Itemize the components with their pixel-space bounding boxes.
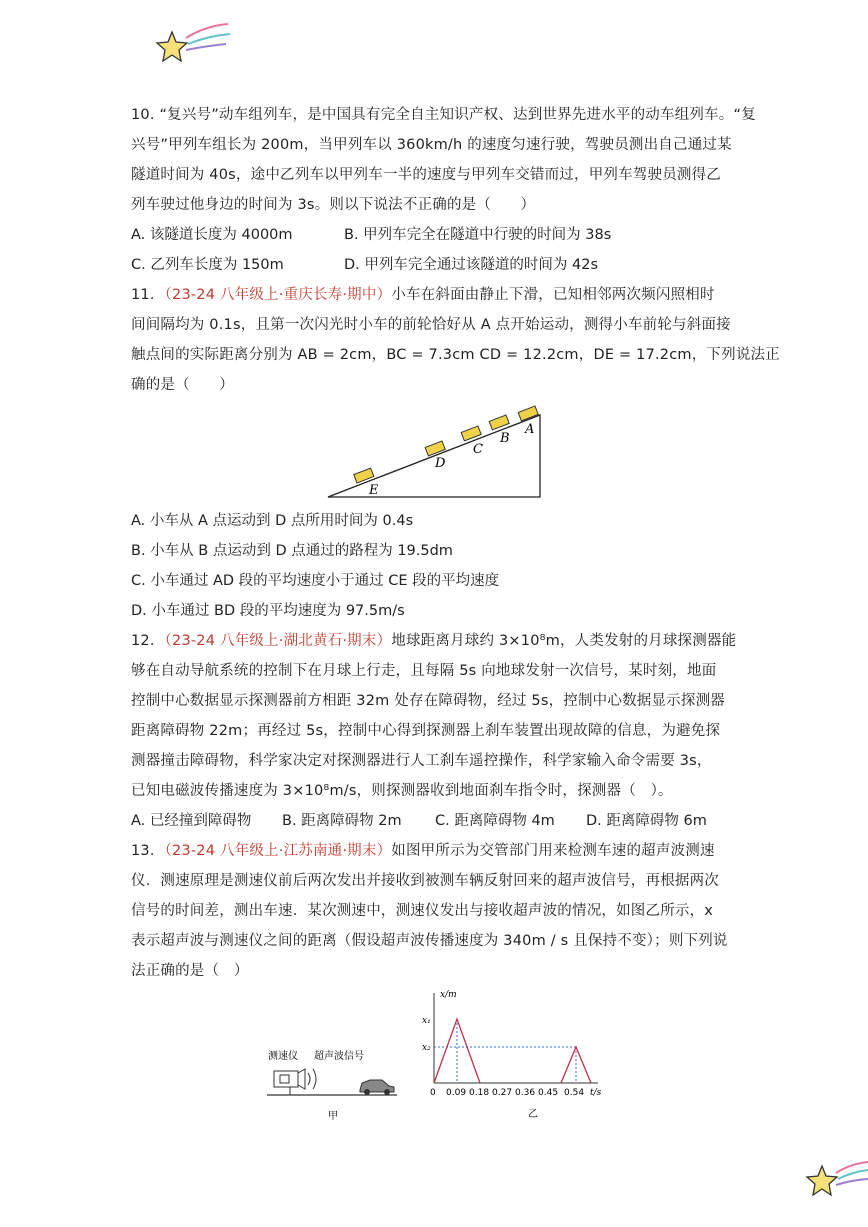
point-label-a: A	[525, 422, 535, 437]
y-label-x1: x₁	[422, 1016, 431, 1026]
q11-option-d[interactable]: D. 小车通过 BD 段的平均速度为 97.5m/s	[131, 603, 405, 619]
y-label-x2: x₂	[422, 1043, 431, 1053]
q10-line-4: 列车驶过他身边的时间为 3s。则以下说法不正确的是（ ）	[131, 197, 536, 213]
q10-line-2: 兴号”甲列车组长为 200m，当甲列车以 360km/h 的速度匀速行驶，驾驶员测出自己通过某	[131, 137, 732, 153]
q13-line-4: 表示超声波与测速仪之间的距离（假设超声波传播速度为 340m / s 且保持不变）；则下列说	[131, 933, 728, 949]
q12-line-1	[131, 631, 736, 651]
figure-yi-chart	[418, 985, 608, 1120]
point-label-b: B	[500, 431, 510, 446]
device-label: 测速仪	[268, 1051, 298, 1062]
q12-option-d[interactable]: D. 距离障碍物 6m	[586, 813, 707, 829]
q12-option-c[interactable]: C. 距离障碍物 4m	[435, 813, 555, 829]
q11-option-a[interactable]: A. 小车从 A 点运动到 D 点所用时间为 0.4s	[131, 513, 414, 529]
q13-line-3: 信号的时间差，测出车速．某次测速中，测速仪发出与接收超声波的情况，如图乙所示，x	[131, 903, 714, 919]
q11-slope-figure	[325, 400, 550, 502]
figure-jia	[262, 1045, 402, 1120]
q11-line-3: 触点间的实际距离分别为 AB = 2cm，BC = 7.3cm CD = 12.2cm，DE = 17.2cm，下列说法正	[131, 347, 780, 363]
cart-d	[425, 441, 445, 456]
cart-a	[518, 406, 538, 421]
q11-option-b[interactable]: B. 小车从 B 点运动到 D 点通过的路程为 19.5dm	[131, 543, 453, 559]
q13-text-1: 如图甲所示为交管部门用来检测车速的超声波测速	[391, 843, 715, 859]
tick-0-36: 0.36	[515, 1088, 536, 1098]
q12-option-b[interactable]: B. 距离障碍物 2m	[282, 813, 402, 829]
x-axis-label: t/s	[590, 1088, 602, 1098]
q11-line-4: 确的是（ ）	[131, 377, 234, 393]
q11-source: （23-24 八年级上·重庆长寿·期中）	[164, 287, 392, 303]
tick-0-45: 0.45	[538, 1088, 559, 1098]
signal-label: 超声波信号	[314, 1051, 364, 1062]
q13-source: （23-24 八年级上·江苏南通·期末）	[164, 843, 392, 859]
shooting-star-icon-bottom	[802, 1158, 868, 1204]
q13-line-1	[131, 841, 715, 861]
tick-0-27: 0.27	[492, 1088, 513, 1098]
q12-number: 12．	[131, 633, 165, 649]
q12-line-2: 够在自动导航系统的控制下在月球上行走，且每隔 5s 向地球发射一次信号，某时刻，地面	[131, 663, 717, 679]
point-label-c: C	[473, 442, 483, 457]
q10-line-1: 10. “复兴号”动车组列车，是中国具有完全自主知识产权、达到世界先进水平的动车组列车。“复	[131, 107, 756, 123]
point-label-d: D	[435, 456, 446, 471]
q10-option-a[interactable]: A. 该隧道长度为 4000m	[131, 227, 293, 243]
q12-source: （23-24 八年级上·湖北黄石·期末）	[164, 633, 392, 649]
q12-line-6: 已知电磁波传播速度为 3×10⁸m/s，则探测器收到地面刹车指令时，探测器（ ）。	[131, 783, 673, 799]
q11-line-2: 间间隔均为 0.1s，且第一次闪光时小车的前轮恰好从 A 点开始运动，测得小车前轮与斜面接	[131, 317, 731, 333]
tick-0-18: 0.18	[469, 1088, 490, 1098]
q10-option-b[interactable]: B. 甲列车完全在隧道中行驶的时间为 38s	[344, 227, 612, 243]
q13-line-2: 仪．测速原理是测速仪前后两次发出并接收到被测车辆反射回来的超声波信号，再根据两次	[131, 873, 719, 889]
point-label-e: E	[369, 483, 379, 498]
origin-label: 0	[430, 1088, 436, 1098]
q11-number: 11．	[131, 287, 165, 303]
q12-line-5: 测器撞击障碍物，科学家决定对探测器进行人工刹车遥控操作，科学家输入命令需要 3s，	[131, 753, 712, 769]
q10-line-3: 隧道时间为 40s，途中乙列车以甲列车一半的速度与甲列车交错而过，甲列车驾驶员测得乙	[131, 167, 722, 183]
shooting-star-icon	[150, 18, 232, 66]
q10-option-d[interactable]: D. 甲列车完全通过该隧道的时间为 42s	[344, 257, 598, 273]
q13-line-5: 法正确的是（ ）	[131, 963, 249, 979]
q12-text-1: 地球距离月球约 3×10⁸m，人类发射的月球探测器能	[391, 633, 737, 649]
tick-0-09: 0.09	[446, 1088, 467, 1098]
q12-line-3: 控制中心数据显示探测器前方相距 32m 处存在障碍物，经过 5s，控制中心数据显示探测器	[131, 693, 725, 709]
q12-option-a[interactable]: A. 已经撞到障碍物	[131, 813, 252, 829]
q11-text-1: 小车在斜面由静止下滑，已知相邻两次频闪照相时	[391, 287, 715, 303]
q12-line-4: 距离障碍物 22m；再经过 5s，控制中心得到探测器上刹车装置出现故障的信息，为避免探	[131, 723, 721, 739]
q11-option-c[interactable]: C. 小车通过 AD 段的平均速度小于通过 CE 段的平均速度	[131, 573, 500, 589]
figure-jia-caption: 甲	[328, 1111, 338, 1120]
q10-option-c[interactable]: C. 乙列车长度为 150m	[131, 257, 284, 273]
q11-line-1	[131, 285, 715, 305]
q13-number: 13．	[131, 843, 165, 859]
tick-0-54: 0.54	[564, 1088, 585, 1098]
figure-yi-caption: 乙	[528, 1109, 538, 1120]
y-axis-label: x/m	[440, 990, 457, 1000]
